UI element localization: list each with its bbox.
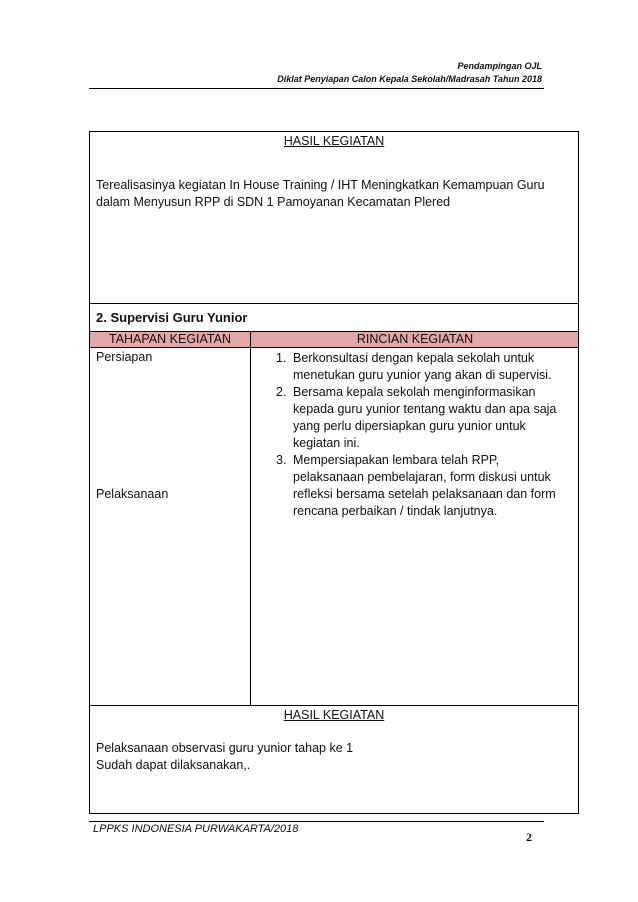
list-item: 3. Mempersiapakan lembara telah RPP, pelaksanaan pembelajaran, form diskusi untuk refleksi bersama setelah pelaksanaan dan form rencana perbaikan / tindak lanjutnya. bbox=[276, 453, 556, 518]
header-line-2: Diklat Penyiapan Calon Kepala Sekolah/Madrasah Tahun 2018 bbox=[277, 74, 542, 84]
list-item: 1. Berkonsultasi dengan kepala sekolah untuk menetukan guru yunior yang akan di supervisi. bbox=[276, 351, 552, 382]
stage-pelaksanaan: Pelaksanaan bbox=[96, 487, 169, 501]
footer-text: LPPKS INDONESIA PURWAKARTA/2018 bbox=[93, 823, 299, 835]
result-text-2-line-2: Sudah dapat dilaksanakan,. bbox=[96, 758, 251, 772]
list-item: 2. Bersama kepala sekolah menginformasikan kepada guru yunior tentang waktu dan apa saja yang perlu dipersiapkan guru yunior untuk kegiatan ini. bbox=[276, 385, 557, 450]
table-column-divider bbox=[250, 332, 251, 705]
table-header-row bbox=[90, 332, 578, 348]
table-header-stage: TAHAPAN KEGIATAN bbox=[108, 332, 231, 346]
result-caption-1: HASIL KEGIATAN bbox=[283, 134, 385, 148]
section-title: 2. Supervisi Guru Yunior bbox=[96, 310, 248, 325]
result-text-1: Terealisasinya kegiatan In House Training / IHT Meningkatkan Kemampuan Guru dalam Menyusun RPP di SDN 1 Pamoyanan Kecamatan Plered bbox=[96, 178, 545, 209]
header-line-1: Pendampingan OJL bbox=[457, 61, 542, 71]
activity-table bbox=[89, 331, 579, 705]
result-box-2 bbox=[89, 705, 579, 814]
page-number: 2 bbox=[526, 830, 532, 844]
steps-list bbox=[276, 350, 568, 520]
header-divider bbox=[89, 88, 544, 89]
result-box-1 bbox=[89, 131, 579, 303]
stage-persiapan: Persiapan bbox=[96, 350, 153, 364]
result-text-2-line-1: Pelaksanaan observasi guru yunior tahap ke 1 bbox=[96, 741, 354, 755]
table-header-detail: RINCIAN KEGIATAN bbox=[356, 332, 474, 346]
result-caption-2: HASIL KEGIATAN bbox=[283, 708, 385, 722]
footer-divider bbox=[89, 821, 544, 822]
